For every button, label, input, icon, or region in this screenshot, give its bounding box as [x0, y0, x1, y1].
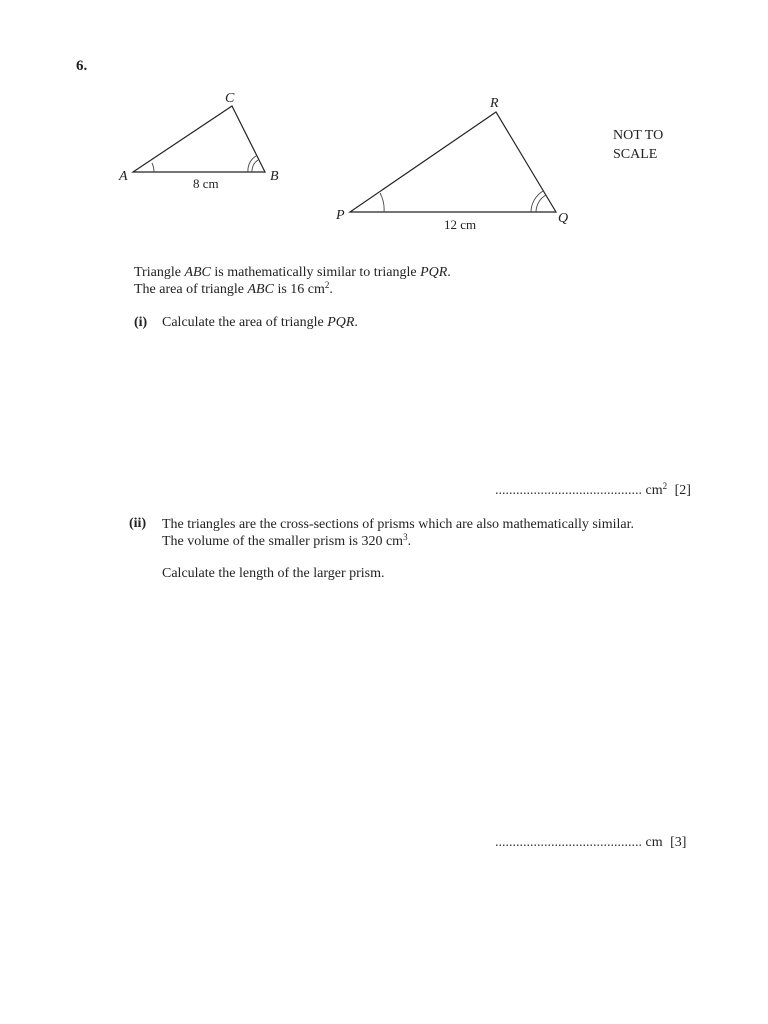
intro-text: . [329, 282, 333, 297]
superscript: 2 [324, 280, 330, 290]
vertex-a-label: A [119, 169, 128, 184]
triangle-abc [133, 106, 265, 172]
angle-mark-q-outer [531, 191, 543, 212]
part-i-question [162, 315, 358, 331]
intro-text: is 16 cm [273, 282, 325, 297]
triangle-name: ABC [184, 265, 211, 280]
part-i-label: (i) [134, 315, 148, 330]
marks-badge: [2] [674, 483, 691, 498]
question-text: . [407, 534, 412, 549]
marks-badge: [3] [670, 835, 687, 850]
large-base-length-label: 12 cm [444, 217, 477, 232]
answer-unit: cm [645, 483, 663, 498]
angle-mark-b-inner [252, 160, 258, 172]
triangle-name: PQR [327, 315, 355, 330]
angle-mark-a [152, 163, 154, 172]
answer-dots[interactable]: .......................................... [495, 835, 642, 850]
part-ii-line-3: Calculate the length of the larger prism. [162, 566, 385, 581]
triangle-name: PQR [420, 265, 448, 280]
small-base-length-label: 8 cm [193, 176, 219, 191]
not-to-scale-line1: NOT TO [613, 128, 664, 143]
answer-unit: cm [645, 835, 663, 850]
question-text: Calculate the area of triangle [162, 315, 328, 330]
part-ii-label: (ii) [129, 516, 147, 531]
question-text: . [354, 315, 358, 330]
intro-paragraph [134, 264, 451, 298]
part-ii-answer-line [495, 835, 686, 851]
intro-text: Triangle [134, 265, 185, 280]
part-ii-line-1: The triangles are the cross-sections of prisms which are also mathematically similar. [162, 517, 634, 532]
vertex-b-label: B [270, 169, 279, 184]
intro-line-1 [134, 264, 451, 281]
answer-dots[interactable]: .......................................... [495, 483, 642, 498]
vertex-q-label: Q [558, 211, 569, 226]
intro-text: . [447, 265, 451, 280]
vertex-p-label: P [336, 208, 345, 223]
question-text: The volume of the smaller prism is 320 cm [162, 534, 404, 549]
intro-text: is mathematically similar to triangle [210, 265, 421, 280]
angle-mark-q-inner [536, 195, 546, 212]
triangle-name: ABC [247, 282, 274, 297]
question-number: 6. [76, 58, 88, 74]
part-ii-question [162, 516, 634, 550]
intro-line-2 [134, 281, 451, 298]
not-to-scale-line2: SCALE [613, 147, 658, 162]
vertex-r-label: R [490, 96, 499, 111]
triangle-pqr [350, 112, 556, 212]
intro-text: The area of triangle [134, 282, 248, 297]
part-i-answer-line [495, 483, 691, 499]
superscript: 3 [403, 532, 408, 542]
answer-unit-superscript: 2 [662, 481, 668, 491]
part-ii-line-2 [162, 533, 634, 550]
angle-mark-p [380, 193, 384, 212]
vertex-c-label: C [225, 91, 235, 106]
not-to-scale-note [613, 126, 663, 164]
